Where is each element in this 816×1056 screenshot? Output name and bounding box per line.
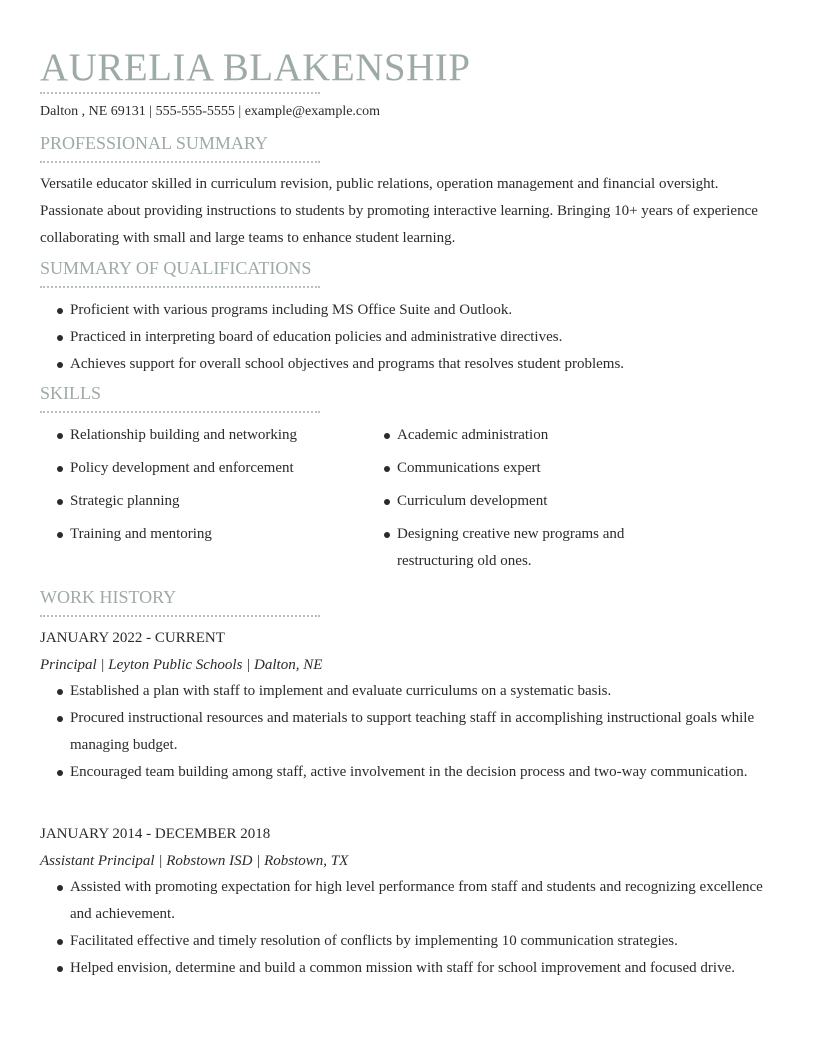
job-duties-list	[40, 678, 780, 786]
job-dates: JANUARY 2014 - DECEMBER 2018	[40, 826, 271, 842]
list-item: Proficient with various programs including MS Office Suite and Outlook.	[40, 297, 780, 324]
qualifications-divider	[40, 286, 320, 288]
skill-item: Designing creative new programs and restructuring old ones.	[367, 521, 667, 575]
list-item: Achieves support for overall school objectives and programs that resolves student problems.	[40, 351, 780, 378]
job-role: Assistant Principal | Robstown ISD | Robstown, TX	[40, 853, 349, 869]
skills-divider	[40, 411, 320, 413]
summary-text: Versatile educator skilled in curriculum revision, public relations, operation management and financial oversight. Passionate about providing instructions to students by promoting interactive learning. Bringing 10+ years of experience collaborating with small and large teams to enhance student learning.	[40, 176, 758, 246]
list-item: Helped envision, determine and build a common mission with staff for school improvement and focused drive.	[40, 955, 780, 982]
header-divider	[40, 92, 320, 94]
section-title-skills: SKILLS	[40, 383, 102, 403]
skill-item: Curriculum development	[367, 488, 667, 515]
list-item: Established a plan with staff to implement and evaluate curriculums on a systematic basis.	[40, 678, 780, 705]
list-item: Assisted with promoting expectation for high level performance from staff and students and recognizing excellence and achievement.	[40, 874, 780, 928]
skills-list-right	[367, 422, 667, 581]
summary-divider	[40, 161, 320, 163]
skill-item: Communications expert	[367, 455, 667, 482]
section-title-qualifications: SUMMARY OF QUALIFICATIONS	[40, 258, 312, 278]
job-dates: JANUARY 2022 - CURRENT	[40, 630, 225, 646]
list-item: Encouraged team building among staff, active involvement in the decision process and two-way communication.	[40, 759, 780, 786]
skills-list-left	[40, 422, 340, 554]
skill-item: Strategic planning	[40, 488, 340, 515]
work-history-divider	[40, 615, 320, 617]
qualifications-list	[40, 297, 780, 378]
skill-item: Training and mentoring	[40, 521, 340, 548]
job-role: Principal | Leyton Public Schools | Dalton, NE	[40, 657, 323, 673]
list-item: Facilitated effective and timely resolution of conflicts by implementing 10 communication strategies.	[40, 928, 780, 955]
skill-item: Relationship building and networking	[40, 422, 340, 449]
section-title-work-history: WORK HISTORY	[40, 587, 177, 607]
candidate-name: AURELIA BLAKENSHIP	[40, 46, 471, 89]
contact-info: Dalton , NE 69131 | 555-555-5555 | example@example.com	[40, 104, 381, 119]
list-item: Practiced in interpreting board of education policies and administrative directives.	[40, 324, 780, 351]
skill-item: Policy development and enforcement	[40, 455, 340, 482]
section-title-summary: PROFESSIONAL SUMMARY	[40, 133, 268, 153]
list-item: Procured instructional resources and materials to support teaching staff in accomplishing instructional goals while managing budget.	[40, 705, 780, 759]
skill-item: Academic administration	[367, 422, 667, 449]
job-duties-list	[40, 874, 780, 982]
